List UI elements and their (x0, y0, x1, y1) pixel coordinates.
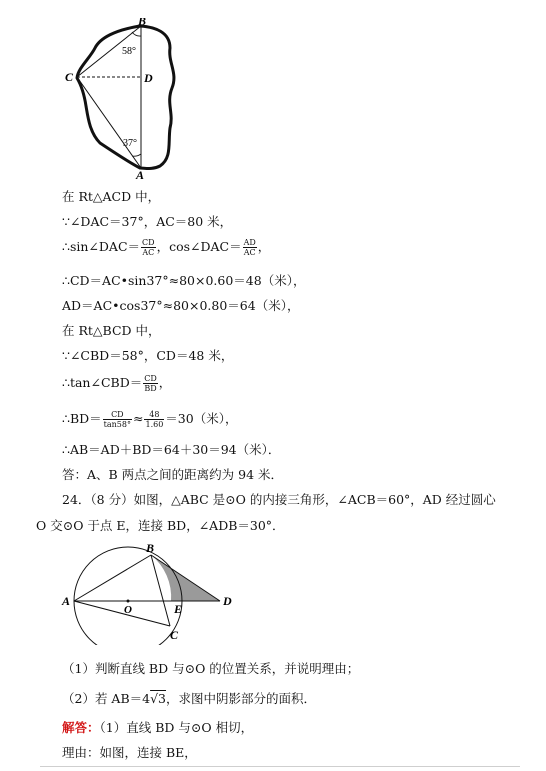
text-line-4: ∴CD＝AC•sin37°≈80×0.60＝48（米）， (62, 273, 306, 288)
problem-24-line-2: O 交⊙O 于点 E，连接 BD，∠ADB＝30°． (36, 518, 285, 533)
label-C: C (170, 628, 179, 642)
label-E: E (174, 602, 183, 616)
label-B: B (146, 541, 155, 555)
label-O: O (124, 604, 132, 616)
label-A: A (62, 594, 71, 608)
problem-24-line-1: 24．（8 分）如图，△ABC 是⊙O 的内接三角形，∠ACB＝60°，AD 经过圆心 (62, 492, 496, 507)
text-line-11: 答：A、B 两点之间的距离约为 94 米． (62, 467, 284, 482)
label-C: C (65, 70, 74, 84)
cos-prefix: ，cos∠DAC＝ (156, 239, 242, 254)
sqrt-3: √3 (150, 691, 167, 706)
angle-label-58: 58° (122, 46, 136, 57)
figure-circle (60, 540, 250, 645)
sin-prefix: ∴sin∠DAC＝ (62, 239, 141, 254)
text-line-10: ∴AB＝AD＋BD＝64＋30＝94（米）． (62, 442, 281, 457)
answer-label: 解答： (62, 720, 100, 735)
figure-irregular-region (60, 18, 190, 180)
angle-label-37: 37° (123, 138, 137, 149)
text-line-9: ∴BD＝ $\frac{CD}{\tan 58^\circ}$ ≈ $\frac{48}{1.60}$ ＝30（米）， (62, 410, 238, 429)
label-A: A (136, 168, 145, 180)
circle-O (74, 547, 182, 645)
segment-CA (77, 77, 141, 168)
text-line-8: ∴tan∠CBD＝ $\frac{CD}{BD}$ ， (62, 374, 172, 393)
answer-line-1: 解答：（1）直线 BD 与⊙O 相切， (62, 720, 254, 735)
text-line-1: 在 Rt△ACD 中， (62, 189, 161, 204)
fraction-CD-tan58: $\frac{CD}{\tan 58^\circ}$ (103, 410, 131, 429)
question-1: （1）判断直线 BD 与⊙O 的位置关系，并说明理由； (62, 661, 360, 676)
label-D: D (144, 71, 153, 85)
label-D: D (223, 594, 232, 608)
answer-line-2: 理由：如图，连接 BE， (62, 745, 197, 760)
fraction-48-1.60: $\frac{48}{1.60}$ (145, 410, 164, 429)
segment-AB (74, 555, 151, 601)
bottom-divider (40, 766, 520, 767)
text-line-7: ∵∠CBD＝58°，CD＝48 米， (62, 348, 234, 363)
text-line-6: 在 Rt△BCD 中， (62, 323, 161, 338)
text-line-3: ∴sin∠DAC＝ $\frac{CD}{AC}$ ，cos∠DAC＝ $\frac{AD}{AC}$ ， (62, 238, 271, 257)
segment-AC (74, 601, 170, 626)
text-line-5: AD＝AC•cos37°≈80×0.80＝64（米）， (62, 298, 300, 313)
center-point-O (127, 600, 130, 603)
question-2: （2）若 AB＝4√3，求图中阴影部分的面积． (62, 691, 317, 706)
fraction-CD-AC: $\frac{CD}{AC}$ (142, 238, 155, 257)
fraction-CD-BD: $\frac{CD}{BD}$ (144, 374, 157, 393)
angle-arc-bottom (132, 154, 141, 156)
label-B: B (138, 18, 147, 28)
text-line-2: ∵∠DAC＝37°，AC＝80 米， (62, 214, 233, 229)
fraction-AD-AC: $\frac{AD}{AC}$ (243, 238, 256, 257)
